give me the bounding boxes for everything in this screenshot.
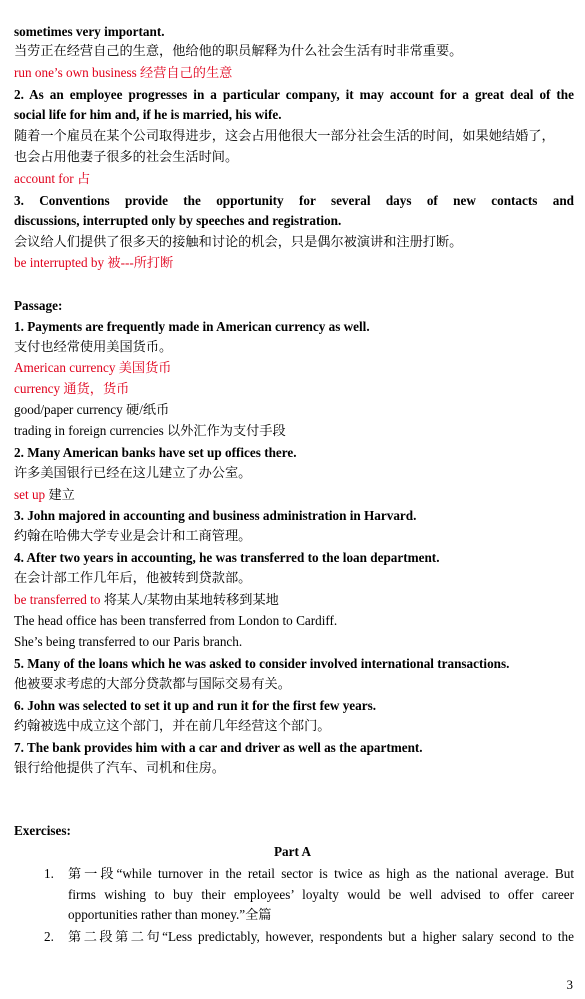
exercise-2-line1: 第二段第二句“Less predictably, however, respondents but a higher salary second to the — [68, 929, 574, 944]
passage-translation-6: 约翰被选中成立这个部门，并在前几年经营这个部门。 — [14, 718, 331, 733]
phrase-transferred-term: be transferred to — [14, 592, 101, 607]
page-number: 3 — [566, 977, 573, 992]
item3-translation: 会议给人们提供了很多天的接触和讨论的机会，只是偶尔被演讲和注册打断。 — [14, 234, 463, 249]
phrase-set-up — [14, 487, 75, 503]
passage-sentence-2: 2. Many American banks have set up offices there. — [14, 445, 297, 460]
passage-sentence-6: 6. John was selected to set it up and run it for the first few years. — [14, 698, 377, 713]
passage-sentence-1: 1. Payments are frequently made in American currency as well. — [14, 319, 370, 334]
item3-sentence-line2: discussions, interrupted only by speeches and registration. — [14, 213, 342, 228]
exercise-1-line3: opportunities rather than money.”全篇 — [68, 907, 272, 922]
item2-sentence-line1: 2. As an employee progresses in a particular company, it may account for a great deal of the — [14, 87, 574, 102]
phrase-interrupted-by: be interrupted by 被---所打断 — [14, 255, 174, 270]
passage-translation-2: 许多美国银行已经在这儿建立了办公室。 — [14, 465, 252, 480]
item2-translation-line1: 随着一个雇员在某个公司取得进步，这会占用他很大一部分社会生活的时间，如果她结婚了， — [14, 128, 555, 143]
passage-translation-1: 支付也经常使用美国货币。 — [14, 339, 173, 354]
exercise-1-line1: 第一段“while turnover in the retail sector is twice as high as the national average. But — [68, 866, 574, 881]
phrase-set-up-meaning: 建立 — [45, 487, 75, 502]
passage-translation-5: 他被要求考虑的大部分贷款都与国际交易有关。 — [14, 676, 291, 691]
exercises-heading: Exercises: — [14, 823, 71, 838]
passage-sentence-7: 7. The bank provides him with a car and driver as well as the apartment. — [14, 740, 423, 755]
passage-heading: Passage: — [14, 298, 63, 313]
phrase-run-business: run one’s own business 经营自己的生意 — [14, 65, 233, 80]
part-a-heading: Part A — [274, 844, 311, 859]
passage-sentence-4: 4. After two years in accounting, he was transferred to the loan department. — [14, 550, 440, 565]
item2-sentence-line2: social life for him and, if he is married, his wife. — [14, 107, 282, 122]
exercise-1-line2: firms wishing to buy their employees’ loyalty would be well advised to offer career — [68, 887, 574, 902]
phrase-foreign-currencies: trading in foreign currencies 以外汇作为支付手段 — [14, 423, 286, 438]
passage-translation-3: 约翰在哈佛大学专业是会计和工商管理。 — [14, 528, 252, 543]
phrase-american-currency: American currency 美国货币 — [14, 360, 172, 375]
phrase-account-for: account for 占 — [14, 171, 91, 186]
item0-translation: 当劳正在经营自己的生意，他给他的职员解释为什么社会生活有时非常重要。 — [14, 43, 463, 58]
passage-translation-7: 银行给他提供了汽车、司机和住房。 — [14, 760, 225, 775]
passage-sentence-3: 3. John majored in accounting and business administration in Harvard. — [14, 508, 417, 523]
example-sentence-1: The head office has been transferred from London to Cardiff. — [14, 613, 338, 628]
item0-tail: sometimes very important. — [14, 24, 165, 39]
phrase-currency: currency 通货，货币 — [14, 381, 130, 396]
exercise-1-number: 1. — [44, 866, 54, 881]
passage-translation-4: 在会计部工作几年后，他被转到贷款部。 — [14, 570, 252, 585]
phrase-set-up-term: set up — [14, 487, 46, 502]
exercise-2-number: 2. — [44, 929, 54, 944]
example-sentence-2: She’s being transferred to our Paris branch. — [14, 634, 243, 649]
phrase-transferred-meaning: 将某人/某物由某地转移到某地 — [100, 592, 279, 607]
item3-sentence-line1: 3. Conventions provide the opportunity for several days of new contacts and — [14, 193, 574, 208]
phrase-transferred-to — [14, 592, 279, 608]
item2-translation-line2: 也会占用他妻子很多的社会生活时间。 — [14, 149, 239, 164]
phrase-paper-currency: good/paper currency 硬/纸币 — [14, 402, 170, 417]
passage-sentence-5: 5. Many of the loans which he was asked to consider involved international transactions. — [14, 656, 510, 671]
